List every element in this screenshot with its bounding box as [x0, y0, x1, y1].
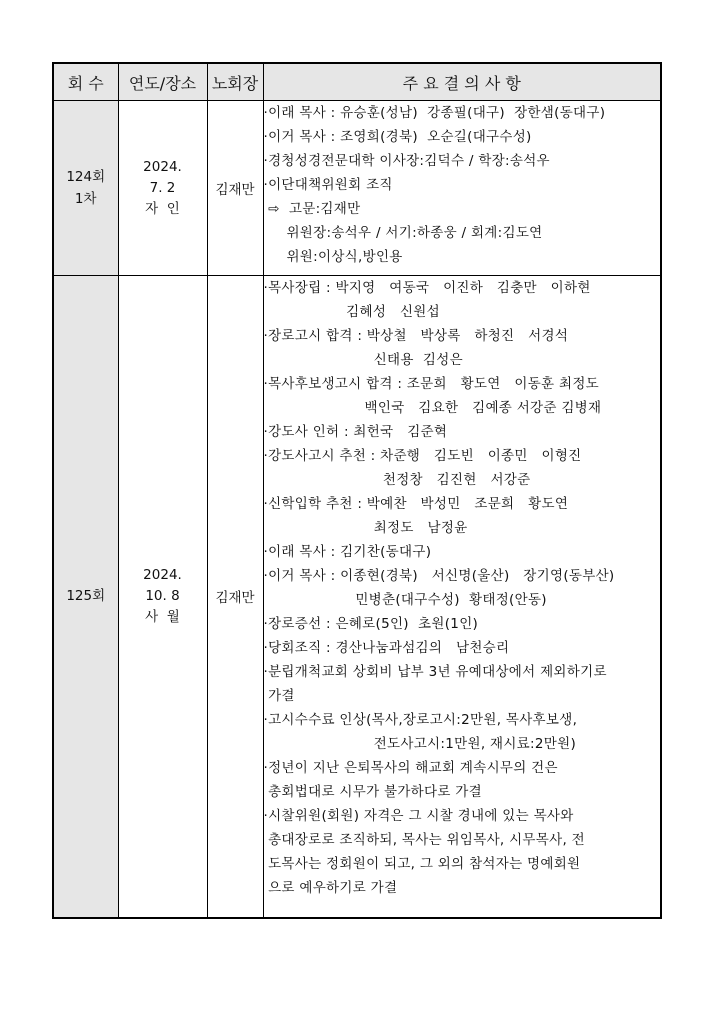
- agenda-line: ·시찰위원(회원) 자격은 그 시찰 경내에 있는 목사와: [263, 808, 574, 824]
- table-row-124: [53, 101, 661, 276]
- session-number: 124회: [66, 169, 106, 185]
- date-year: 2024.: [143, 158, 182, 175]
- agenda-line: ·장로고시 합격 : 박상철 박상록 하청진 서경석: [263, 328, 569, 344]
- moderator-cell: 김재만: [207, 101, 263, 276]
- header-row: [53, 63, 661, 101]
- session-sub: 1차: [74, 191, 97, 207]
- agenda-line: ·이래 목사 : 김기찬(동대구): [263, 544, 432, 560]
- agenda-line: 총회법대로 시무가 불가하다로 가결: [263, 784, 482, 800]
- moderator-cell: 김재만: [207, 276, 263, 918]
- agenda-line: 위원장:송석우 / 서기:하종웅 / 회계:김도연: [263, 225, 543, 241]
- agenda-line: ·이래 목사 : 유승훈(성남) 강종필(대구) 장한샘(동대구): [263, 105, 606, 121]
- agenda-line: 총대장로로 조직하되, 목사는 위임목사, 시무목사, 전: [263, 832, 585, 848]
- header-moderator: 노회장: [207, 63, 263, 101]
- date-day: 7. 2: [149, 179, 176, 196]
- agenda-line: 백인국 김요한 김예종 서강준 김병재: [263, 400, 602, 416]
- agenda-line: ·목사장립 : 박지영 여동국 이진하 김충만 이하현: [263, 280, 591, 296]
- header-agenda: 주 요 결 의 사 항: [263, 63, 661, 101]
- date-day: 10. 8: [145, 587, 180, 604]
- agenda-line: ·고시수수료 인상(목사,장로고시:2만원, 목사후보생,: [263, 712, 578, 728]
- agenda-line: 신태용 김성은: [263, 352, 463, 368]
- agenda-line: 김혜성 신원섭: [263, 304, 440, 320]
- agenda-line: 도목사는 정회원이 되고, 그 외의 참석자는 명예회원: [263, 856, 581, 872]
- agenda-line: ·목사후보생고시 합격 : 조문희 황도연 이동훈 최정도: [263, 376, 600, 392]
- agenda-line: ·강도사고시 추천 : 차준행 김도빈 이종민 이형진: [263, 448, 582, 464]
- agenda-line: ·신학입학 추천 : 박예찬 박성민 조문희 황도연: [263, 496, 569, 512]
- agenda-cell: [263, 276, 661, 918]
- date-year: 2024.: [143, 566, 182, 583]
- agenda-line: 전도사고시:1만원, 재시료:2만원): [263, 736, 577, 752]
- agenda-line: 민병춘(대구수성) 황태정(안동): [263, 592, 547, 608]
- minutes-table: [52, 62, 662, 919]
- session-number: 125회: [66, 588, 106, 605]
- table-row-125: [53, 276, 661, 918]
- agenda-line: 위원:이상식,방인용: [263, 249, 403, 265]
- header-date-place: 연도/장소: [118, 63, 207, 101]
- place: 사 월: [145, 608, 180, 625]
- session-cell: [53, 276, 118, 918]
- agenda-line: ·분립개척교회 상회비 납부 3년 유예대상에서 제외하기로: [263, 664, 607, 680]
- date-place-cell: [118, 101, 207, 276]
- agenda-cell: [263, 101, 661, 276]
- agenda-line: 천정창 김진현 서강준: [263, 472, 531, 488]
- agenda-line: ·당회조직 : 경산나눔과섬김의 남천승리: [263, 640, 510, 656]
- agenda-line: 최정도 남정윤: [263, 520, 468, 536]
- agenda-line: 으로 예우하기로 가결: [263, 880, 398, 896]
- place: 자 인: [145, 200, 180, 217]
- agenda-line: ·정년이 지난 은퇴목사의 해교회 계속시무의 건은: [263, 760, 558, 776]
- session-cell: [53, 101, 118, 276]
- agenda-line: ·이단대책위원회 조직: [263, 177, 393, 193]
- agenda-line-arrow: ⇨ 고문:김재만: [263, 201, 361, 217]
- date-place-cell: [118, 276, 207, 918]
- header-session: 회 수: [53, 63, 118, 101]
- agenda-line: ·이거 목사 : 이종현(경북) 서신명(울산) 장기영(동부산): [263, 568, 615, 584]
- agenda-line: ·강도사 인허 : 최헌국 김준혁: [263, 424, 448, 440]
- agenda-line: ·장로증선 : 은혜로(5인) 초원(1인): [263, 616, 479, 632]
- agenda-line: ·이거 목사 : 조영희(경북) 오순길(대구수성): [263, 129, 532, 145]
- agenda-line: 가결: [263, 688, 295, 704]
- agenda-line: ·경청성경전문대학 이사장:김덕수 / 학장:송석우: [263, 153, 550, 169]
